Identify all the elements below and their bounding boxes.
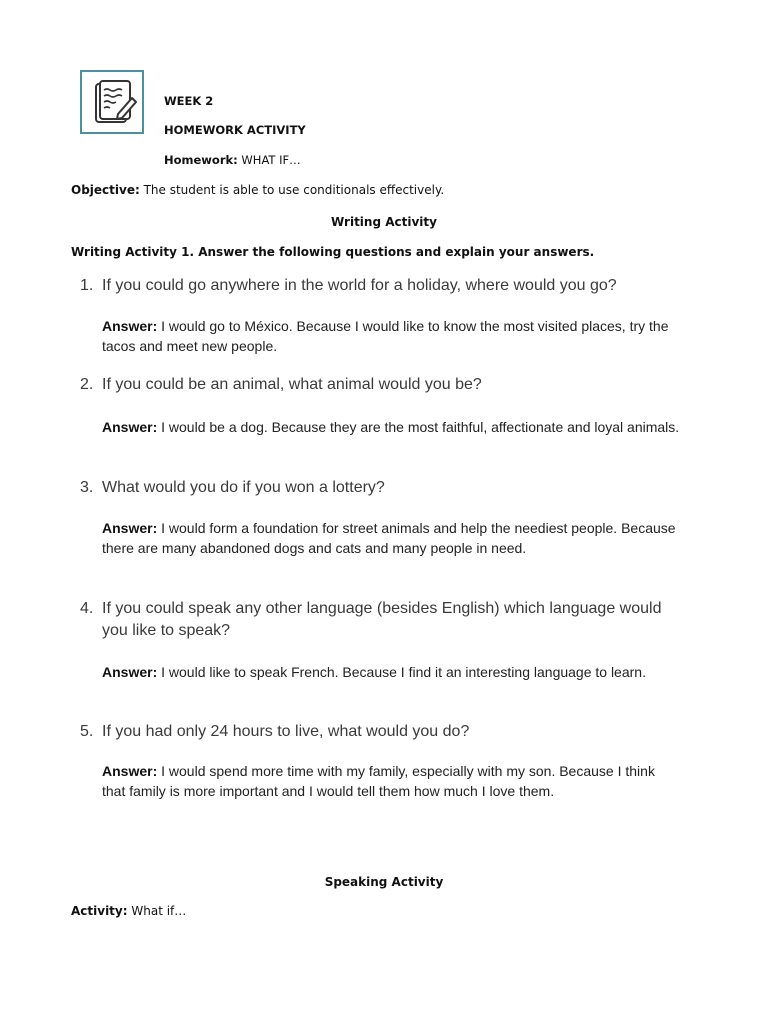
question-text: If you could go anywhere in the world for a holiday, where would you go? <box>102 277 617 294</box>
answer-text: I would spend more time with my family, especially with my son. Because I think that family is more important and I would tell them how much I love them. <box>102 763 655 799</box>
question-2 <box>80 374 680 396</box>
question-number: 5. <box>80 723 94 740</box>
speaking-activity-line <box>71 904 186 918</box>
question-1 <box>80 275 680 297</box>
question-4 <box>80 598 680 639</box>
objective-text: The student is able to use conditionals effectively. <box>143 183 445 197</box>
answer-label: Answer: <box>102 520 158 536</box>
question-text: If you could speak any other language (besides English) which language would you like to speak? <box>102 600 662 639</box>
activity-title: HOMEWORK ACTIVITY <box>164 123 306 137</box>
answer-text: I would like to speak French. Because I find it an interesting language to learn. <box>161 664 646 680</box>
answer-2 <box>102 417 682 437</box>
objective-label: Objective: <box>71 183 140 197</box>
objective <box>71 183 444 197</box>
answer-4 <box>102 662 682 682</box>
homework-logo <box>80 70 144 134</box>
homework-value: WHAT IF… <box>241 153 301 167</box>
activity-value: What if… <box>131 904 187 918</box>
answer-label: Answer: <box>102 419 158 435</box>
answer-label: Answer: <box>102 664 158 680</box>
week-label: WEEK 2 <box>164 94 214 108</box>
answer-3 <box>102 518 682 558</box>
answer-text: I would be a dog. Because they are the most faithful, affectionate and loyal animals. <box>161 419 680 435</box>
answer-label: Answer: <box>102 318 158 334</box>
activity-label: Activity: <box>71 904 128 918</box>
question-number: 1. <box>80 277 94 294</box>
answer-text: I would form a foundation for street animals and help the neediest people. Because there are many abandoned dogs and cats and many people in need. <box>102 520 676 556</box>
question-text: What would you do if you won a lottery? <box>102 479 385 496</box>
answer-label: Answer: <box>102 763 158 779</box>
answer-5 <box>102 761 682 801</box>
homework-line <box>164 153 301 167</box>
answer-1 <box>102 316 682 356</box>
answer-text: I would go to México. Because I would like to know the most visited places, try the tacos and meet new people. <box>102 318 669 354</box>
question-text: If you had only 24 hours to live, what would you do? <box>102 723 470 740</box>
homework-notebook-pencil-icon <box>82 72 142 132</box>
question-number: 4. <box>80 600 94 617</box>
homework-label: Homework: <box>164 153 238 167</box>
question-3 <box>80 477 680 499</box>
writing-activity-instruction: Writing Activity 1. Answer the following questions and explain your answers. <box>71 245 595 259</box>
question-text: If you could be an animal, what animal would you be? <box>102 376 482 393</box>
writing-activity-title: Writing Activity <box>331 215 437 229</box>
question-number: 2. <box>80 376 94 393</box>
question-5 <box>80 721 680 743</box>
question-number: 3. <box>80 479 94 496</box>
speaking-activity-title: Speaking Activity <box>324 875 444 889</box>
